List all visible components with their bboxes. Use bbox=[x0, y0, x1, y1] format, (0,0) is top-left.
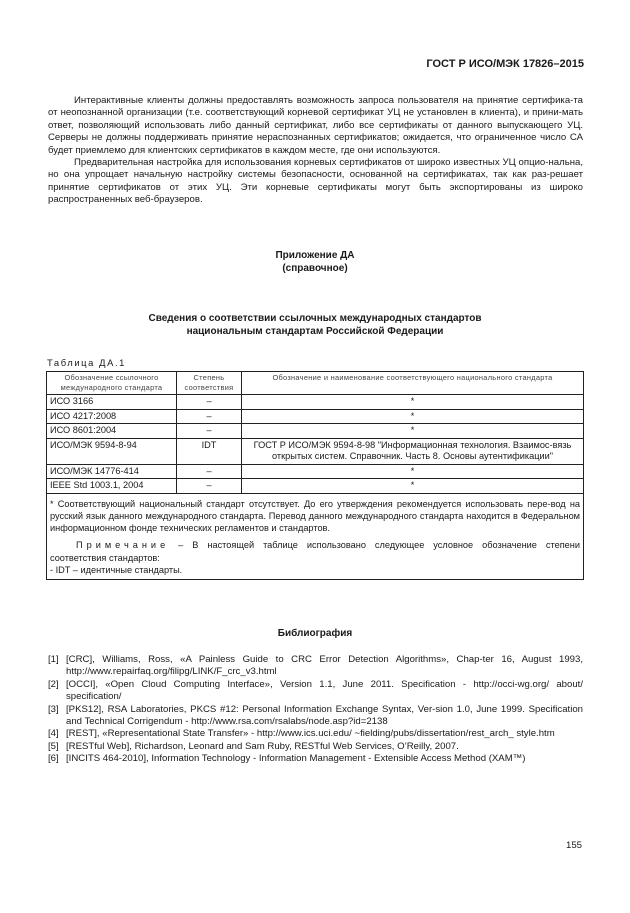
cell: – bbox=[177, 395, 242, 410]
item-text: [PKS12], RSA Laboratories, PKCS #12: Personal Information Exchange Syntax, Ver-sion 1.0, June 1999. Specification and Technical Corrigendum - http://www.rsa.com/rsalabs/node.asp?id=2138 bbox=[66, 703, 583, 728]
document-header: ГОСТ Р ИСО/МЭК 17826–2015 bbox=[426, 58, 584, 70]
bibliography-item bbox=[48, 741, 583, 753]
cell: * bbox=[242, 464, 584, 479]
cell: * bbox=[242, 395, 584, 410]
cell: ИСО 8601:2004 bbox=[47, 424, 177, 439]
cell: – bbox=[177, 424, 242, 439]
section-title-line: Сведения о соответствии ссылочных международных стандартов bbox=[148, 313, 482, 324]
cell: ГОСТ Р ИСО/МЭК 9594-8-98 "Информационная технология. Взаимос-вязь открытых систем. Справочник. Часть 8. Основы аутентификации" bbox=[242, 438, 584, 464]
appendix-subtitle: (справочное) bbox=[282, 263, 348, 274]
table-caption: Таблица ДА.1 bbox=[47, 357, 126, 368]
cell: – bbox=[177, 479, 242, 494]
table-row bbox=[47, 479, 584, 494]
table-note bbox=[50, 539, 580, 564]
column-header: Обозначение ссылочного международного стандарта bbox=[47, 372, 177, 395]
cell: ИСО 4217:2008 bbox=[47, 409, 177, 424]
cell: ИСО 3166 bbox=[47, 395, 177, 410]
item-number: [6] bbox=[48, 753, 59, 765]
item-number: [4] bbox=[48, 728, 59, 740]
column-header: Степень соответствия bbox=[177, 372, 242, 395]
paragraph: Предварительная настройка для использования корневых сертификатов от широко известных УЦ опцио-нальна, но она упрощает начальную настройку системы безопасности, основанной на сертификатах, так как раз-решает принятие сертификатов от этих УЦ. Эти корневые сертификаты могут быть экспортированы из широко распространенных веб-браузеров. bbox=[48, 157, 583, 206]
note-item: - IDT – идентичные стандарты. bbox=[50, 564, 183, 575]
item-number: [5] bbox=[48, 740, 59, 752]
table-header-row bbox=[47, 372, 584, 395]
item-number: [1] bbox=[48, 654, 59, 665]
footnote-text: * Соответствующий национальный стандарт отсутствует. До его утверждения рекомендуется использовать пере-вод на русский язык данного международного стандарта. Перевод данного международного стандарта находится в Федеральном информационном фонде технических регламентов и стандартов. bbox=[50, 498, 580, 534]
cell: IEEE Std 1003.1, 2004 bbox=[47, 479, 177, 494]
item-text: [INCITS 464-2010], Information Technology - Information Management - Extensible Access Method (XAM™) bbox=[66, 753, 526, 765]
bibliography-list bbox=[48, 654, 583, 766]
note-label: Примечание bbox=[76, 540, 170, 551]
paragraph: Интерактивные клиенты должны предоставлять возможность запроса пользователя на принятие сертифика-та от неопознанной организации (т.е. соответствующий корневой сертификат УЦ не установлен в клиента), и прини-мать ответ, позволяющий использовать либо данный сертификат, либо все сертификаты от данного выпускающего УЦ. Серверы не должны поддерживать принятие нераспознанных сертификатов; ожидается, что ограниченное число СА будет приемлемо для клиентских сертификатов в каждом месте, где они используются. bbox=[48, 95, 583, 156]
item-text: [REST], «Representational State Transfer» - http://www.ics.uci.edu/ ~fielding/pubs/dissertation/rest_arch_ style.htm bbox=[66, 728, 555, 740]
cell: * bbox=[242, 409, 584, 424]
item-number: [2] bbox=[48, 678, 59, 690]
cell: IDT bbox=[177, 438, 242, 464]
page-number: 155 bbox=[566, 840, 583, 851]
table-row bbox=[47, 464, 584, 479]
cell: * bbox=[242, 424, 584, 439]
cell: – bbox=[177, 464, 242, 479]
appendix-heading bbox=[0, 249, 630, 275]
item-text: [RESTful Web], Richardson, Leonard and Sam Ruby, RESTful Web Services, O’Reilly, 2007. bbox=[66, 740, 459, 752]
item-text: [OCCI], «Open Cloud Computing Interface», Version 1.1, June 2011. Specification - http://occi-wg.org/ about/ specification/ bbox=[66, 678, 583, 703]
bibliography-item bbox=[48, 728, 583, 740]
note-text: – В настоящей таблице использовано следующее условное обозначение степени соответствия стандартов: bbox=[50, 540, 580, 563]
table-footnote bbox=[47, 493, 584, 580]
section-title-line: национальным стандартам Российской Федерации bbox=[186, 326, 444, 337]
table-row bbox=[47, 409, 584, 424]
item-text: [CRC], Williams, Ross, «A Painless Guide to CRC Error Detection Algorithms», Chap-ter 16, August 1993, http://www.repairfaq.org/filipg/LINK/F_crc_v3.html bbox=[66, 654, 583, 678]
section-title bbox=[0, 312, 630, 338]
cell: – bbox=[177, 409, 242, 424]
column-header: Обозначение и наименование соответствующего национального стандарта bbox=[242, 372, 584, 395]
cell: ИСО/МЭК 14776-414 bbox=[47, 464, 177, 479]
cell: * bbox=[242, 479, 584, 494]
body-text bbox=[48, 95, 583, 207]
bibliography-item bbox=[48, 753, 583, 765]
table-footnote-row bbox=[47, 493, 584, 580]
appendix-title: Приложение ДА bbox=[275, 250, 355, 261]
standards-table bbox=[46, 371, 584, 580]
bibliography-item bbox=[48, 679, 583, 704]
table-row bbox=[47, 395, 584, 410]
bibliography-title: Библиография bbox=[277, 628, 353, 639]
bibliography-item bbox=[48, 704, 583, 729]
item-number: [3] bbox=[48, 703, 59, 715]
bibliography-item bbox=[48, 654, 583, 679]
cell: ИСО/МЭК 9594-8-94 bbox=[47, 438, 177, 464]
table-row bbox=[47, 438, 584, 464]
table-row bbox=[47, 424, 584, 439]
